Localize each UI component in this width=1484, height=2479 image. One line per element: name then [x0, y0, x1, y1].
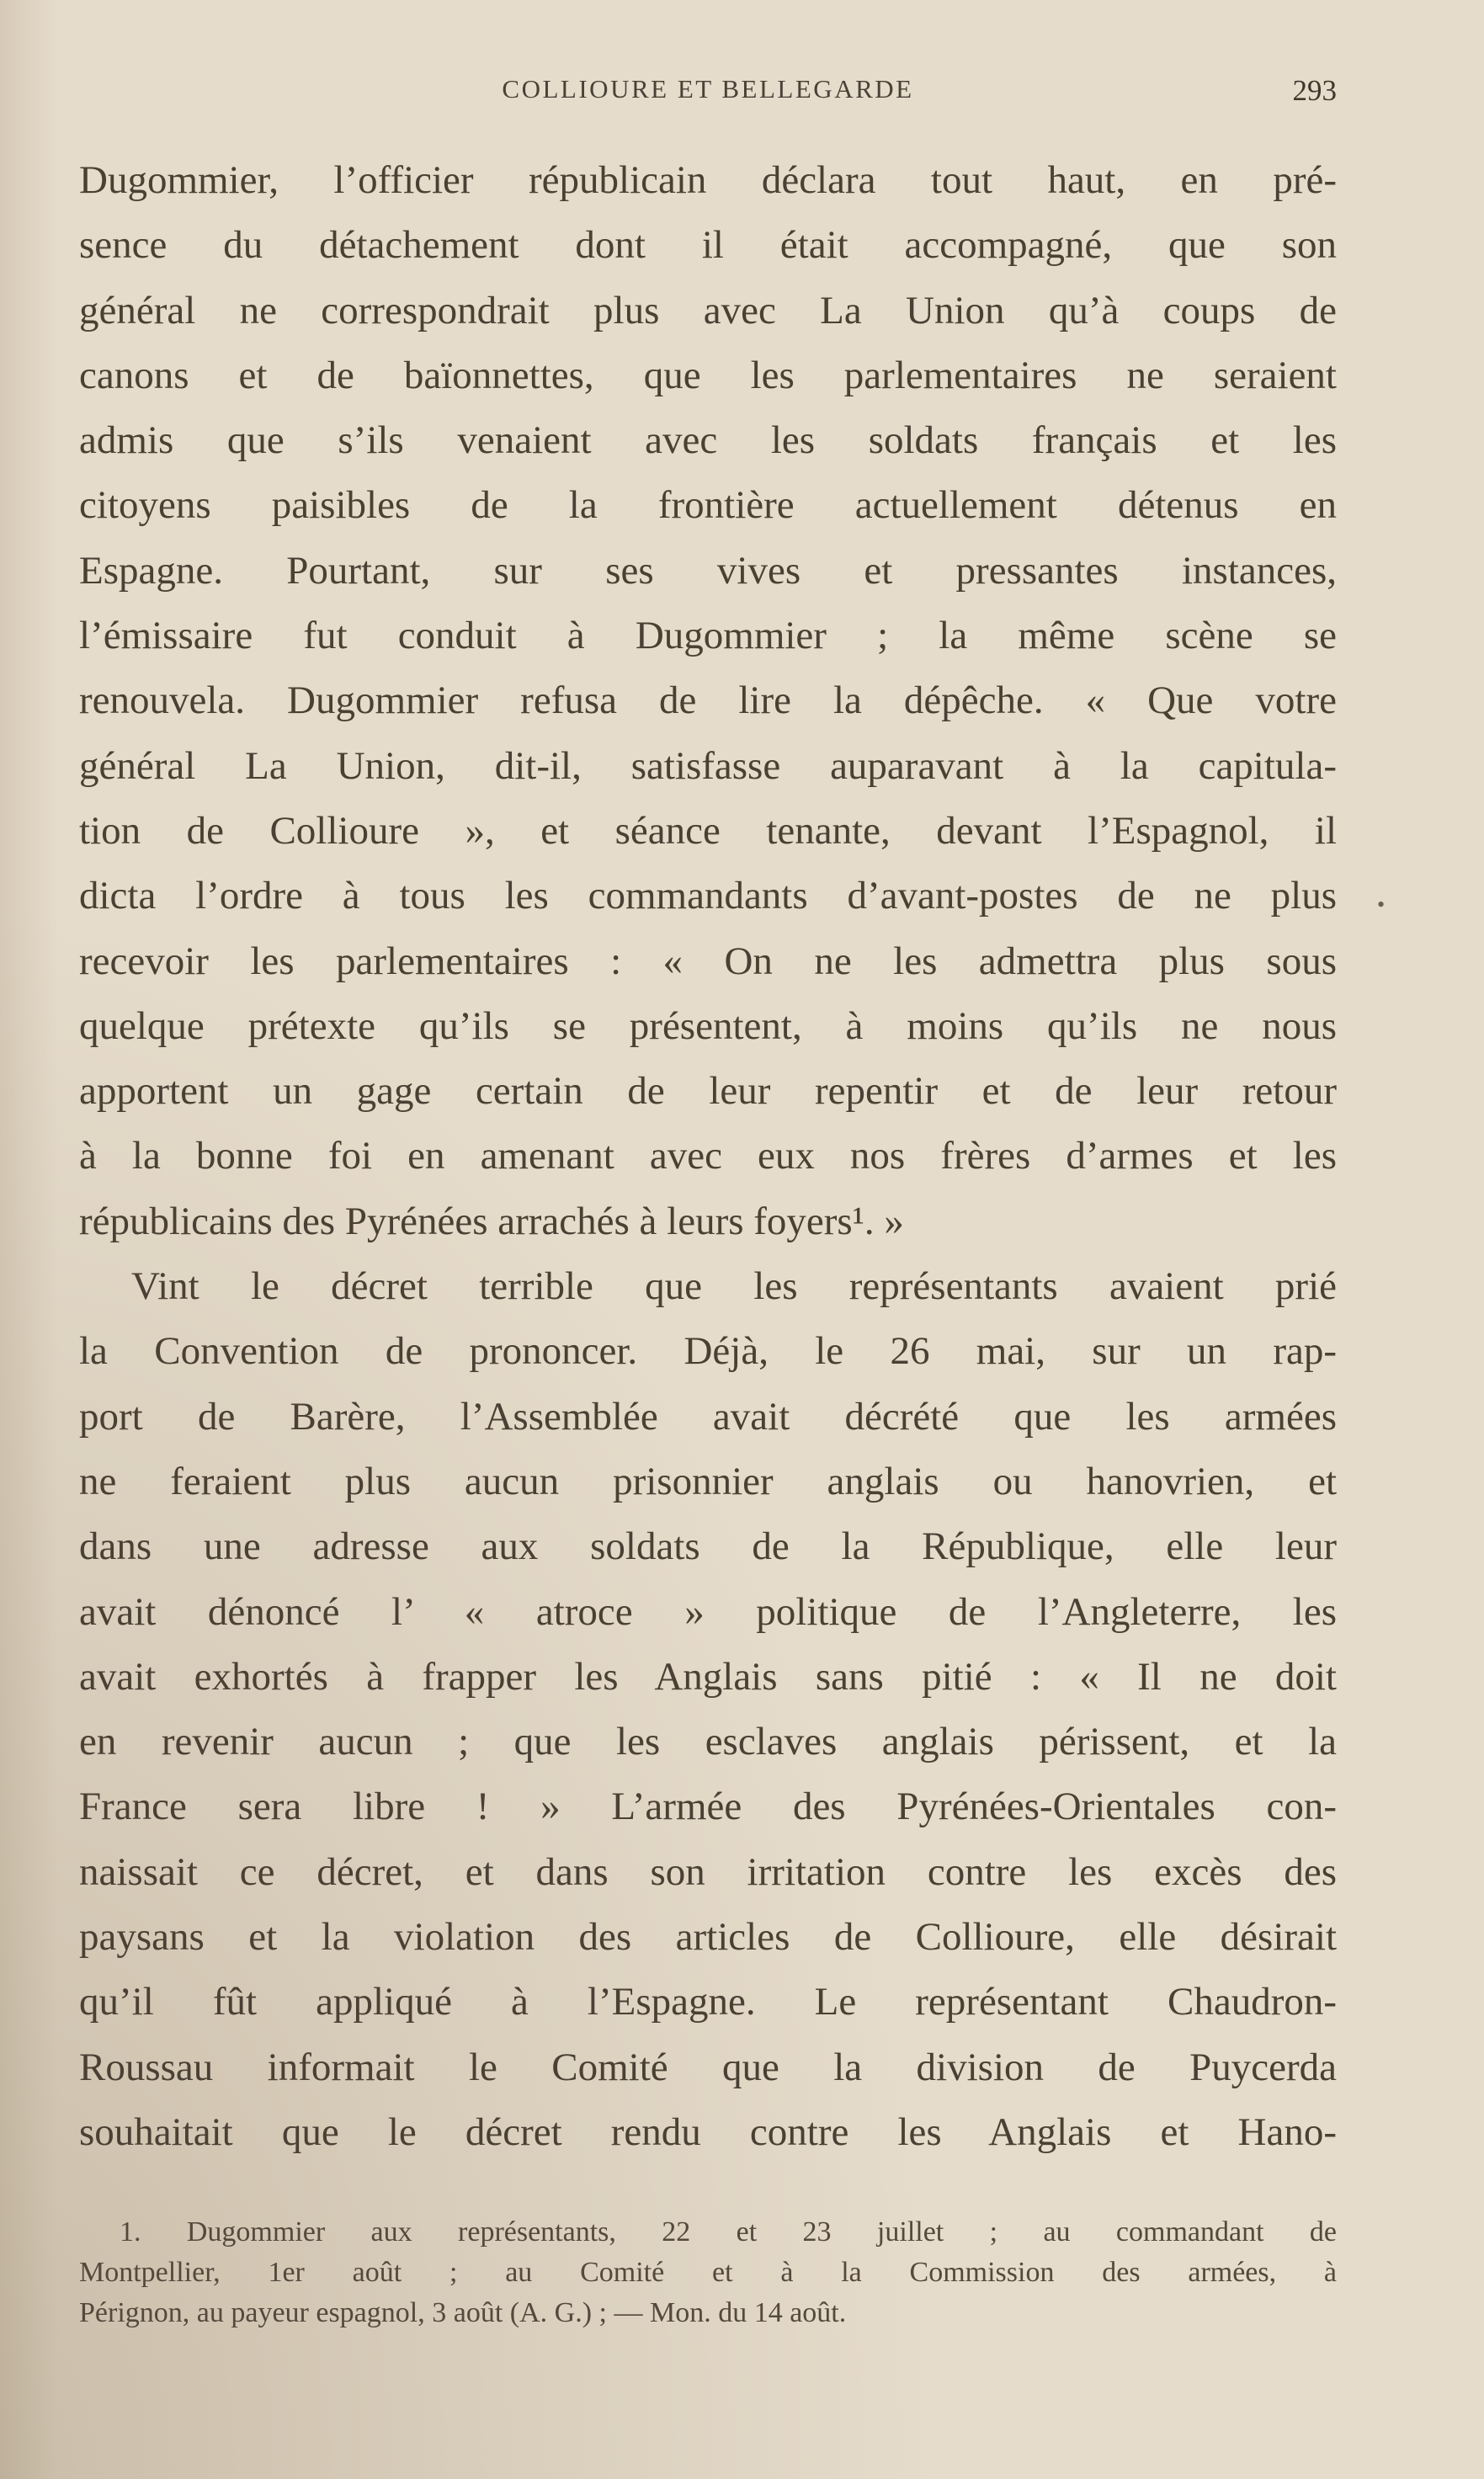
page-number: 293	[1292, 74, 1337, 107]
running-title: COLLIOURE ET BELLEGARDE	[502, 74, 914, 104]
text-line: paysans et la violation des articles de Collioure, elle désirait	[79, 1915, 1337, 1960]
body-text	[79, 148, 1337, 2165]
text-line: en revenir aucun ; que les esclaves anglais périssent, et la	[79, 1720, 1337, 1764]
text-line: souhaitait que le décret rendu contre les Anglais et Hano-	[79, 2109, 1337, 2154]
text-line: Roussau informait le Comité que la division de Puycerda	[79, 2045, 1337, 2089]
footnote-line: Pérignon, au payeur espagnol, 3 août (A. G.) ; — Mon. du 14 août.	[79, 2297, 847, 2328]
text-line: citoyens paisibles de la frontière actuellement détenus en	[79, 483, 1337, 528]
text-line: dicta l’ordre à tous les commandants d’avant-postes de ne plus	[79, 874, 1337, 918]
text-line: avait dénoncé l’ « atroce » politique de l’Angleterre, les	[79, 1589, 1337, 1634]
text-line: canons et de baïonnettes, que les parlementaires ne seraient	[79, 353, 1337, 397]
text-line: à la bonne foi en amenant avec eux nos frères d’armes et les	[79, 1134, 1337, 1178]
text-line: Espagne. Pourtant, sur ses vives et pressantes instances,	[79, 548, 1337, 593]
text-line: dans une adresse aux soldats de la République, elle leur	[79, 1524, 1337, 1569]
text-line: apportent un gage certain de leur repentir et de leur retour	[79, 1069, 1337, 1114]
text-line: recevoir les parlementaires : « On ne les admettra plus sous	[79, 939, 1337, 983]
text-line: ne feraient plus aucun prisonnier anglais ou hanovrien, et	[79, 1459, 1337, 1503]
text-line: France sera libre ! » L’armée des Pyrénées-Orientales con-	[79, 1785, 1337, 1829]
text-line: quelque prétexte qu’ils se présentent, à moins qu’ils ne nous	[79, 1003, 1337, 1048]
text-line: admis que s’ils venaient avec les soldats français et les	[79, 418, 1337, 463]
text-line: renouvela. Dugommier refusa de lire la dépêche. « Que votre	[79, 678, 1337, 723]
text-line: naissait ce décret, et dans son irritation contre les excès des	[79, 1849, 1337, 1894]
text-line: général ne correspondrait plus avec La Union qu’à coups de	[79, 288, 1337, 332]
footnotes	[79, 2212, 1337, 2333]
text-line: l’émissaire fut conduit à Dugommier ; la même scène se	[79, 614, 1337, 658]
text-line: Vint le décret terrible que les représentants avaient prié	[131, 1264, 1337, 1309]
running-head	[79, 74, 1337, 116]
margin-mark: •	[1377, 892, 1386, 917]
text-line: sence du détachement dont il était accompagné, que son	[79, 223, 1337, 268]
footnote-line: Montpellier, 1er août ; au Comité et à la Commission des armées, à	[79, 2257, 1337, 2288]
text-line: qu’il fût appliqué à l’Espagne. Le représentant Chaudron-	[79, 1980, 1337, 2024]
text-line: Dugommier, l’officier républicain déclara tout haut, en pré-	[79, 158, 1337, 202]
text-line: port de Barère, l’Assemblée avait décrété que les armées	[79, 1394, 1337, 1439]
footnote-line: 1. Dugommier aux représentants, 22 et 23 juillet ; au commandant de	[120, 2216, 1337, 2248]
text-line: général La Union, dit-il, satisfasse auparavant à la capitula-	[79, 743, 1337, 788]
text-line: la Convention de prononcer. Déjà, le 26 mai, sur un rap-	[79, 1329, 1337, 1374]
text-line: tion de Collioure », et séance tenante, devant l’Espagnol, il	[79, 808, 1337, 853]
text-line: avait exhortés à frapper les Anglais sans pitié : « Il ne doit	[79, 1654, 1337, 1699]
text-line: républicains des Pyrénées arrachés à leurs foyers¹. »	[79, 1199, 904, 1243]
